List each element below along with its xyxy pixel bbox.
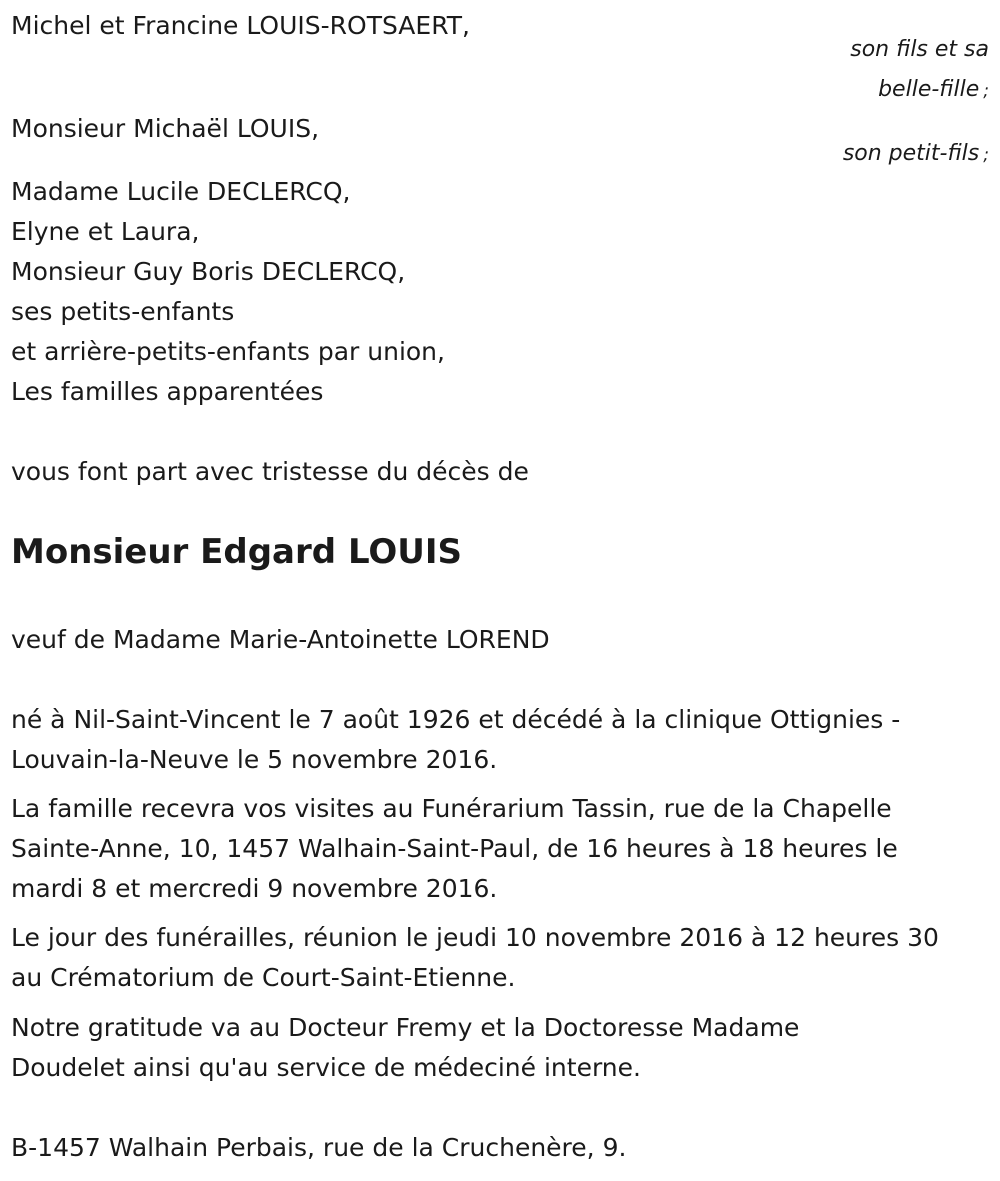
funeral-line-1: Le jour des funérailles, réunion le jeudi 10 novembre 2016 à 12 heures 30 [11,923,939,952]
funeral-line-2: au Crématorium de Court-Saint-Etienne. [11,963,516,992]
role-grandson [843,134,989,175]
family-line-michel-francine: Michel et Francine LOUIS-ROTSAERT, [11,11,470,40]
family-line-elyne-laura: Elyne et Laura, [11,217,200,246]
widower-text: veuf de Madame Marie-Antoinette LOREND [11,625,550,654]
role-semicolon: ; [983,81,989,101]
birth-death-line-1: né à Nil-Saint-Vincent le 7 août 1926 et décédé à la clinique Ottignies - [11,705,901,734]
address-text: B-1457 Walhain Perbais, rue de la Cruchenère, 9. [11,1133,627,1162]
visits-line-2: Sainte-Anne, 10, 1457 Walhain-Saint-Paul, de 16 heures à 18 heures le [11,834,898,863]
role-son-and-daughter-in-law-2 [878,70,989,111]
family-line-michael: Monsieur Michaël LOUIS, [11,114,320,143]
family-line-great-grandchildren: et arrière-petits-enfants par union, [11,337,445,366]
family-line-lucile: Madame Lucile DECLERCQ, [11,177,351,206]
birth-death-line-2: Louvain-la-Neuve le 5 novembre 2016. [11,745,498,774]
visits-line-1: La famille recevra vos visites au Funérarium Tassin, rue de la Chapelle [11,794,892,823]
family-line-relatives: Les familles apparentées [11,377,324,406]
role-text: belle-fille [878,77,980,102]
role-son-and-daughter-in-law-1: son fils et sa [850,37,989,62]
visits-line-3: mardi 8 et mercredi 9 novembre 2016. [11,874,498,903]
announcement-text: vous font part avec tristesse du décès de [11,457,529,486]
deceased-name: Monsieur Edgard LOUIS [11,532,463,572]
gratitude-line-2: Doudelet ainsi qu'au service de médeciné interne. [11,1053,641,1082]
role-text: son petit-fils [842,141,980,166]
family-line-guy-boris: Monsieur Guy Boris DECLERCQ, [11,257,406,286]
role-semicolon: ; [983,145,989,165]
gratitude-line-1: Notre gratitude va au Docteur Fremy et la Doctoresse Madame [11,1013,800,1042]
family-line-grandchildren: ses petits-enfants [11,297,235,326]
